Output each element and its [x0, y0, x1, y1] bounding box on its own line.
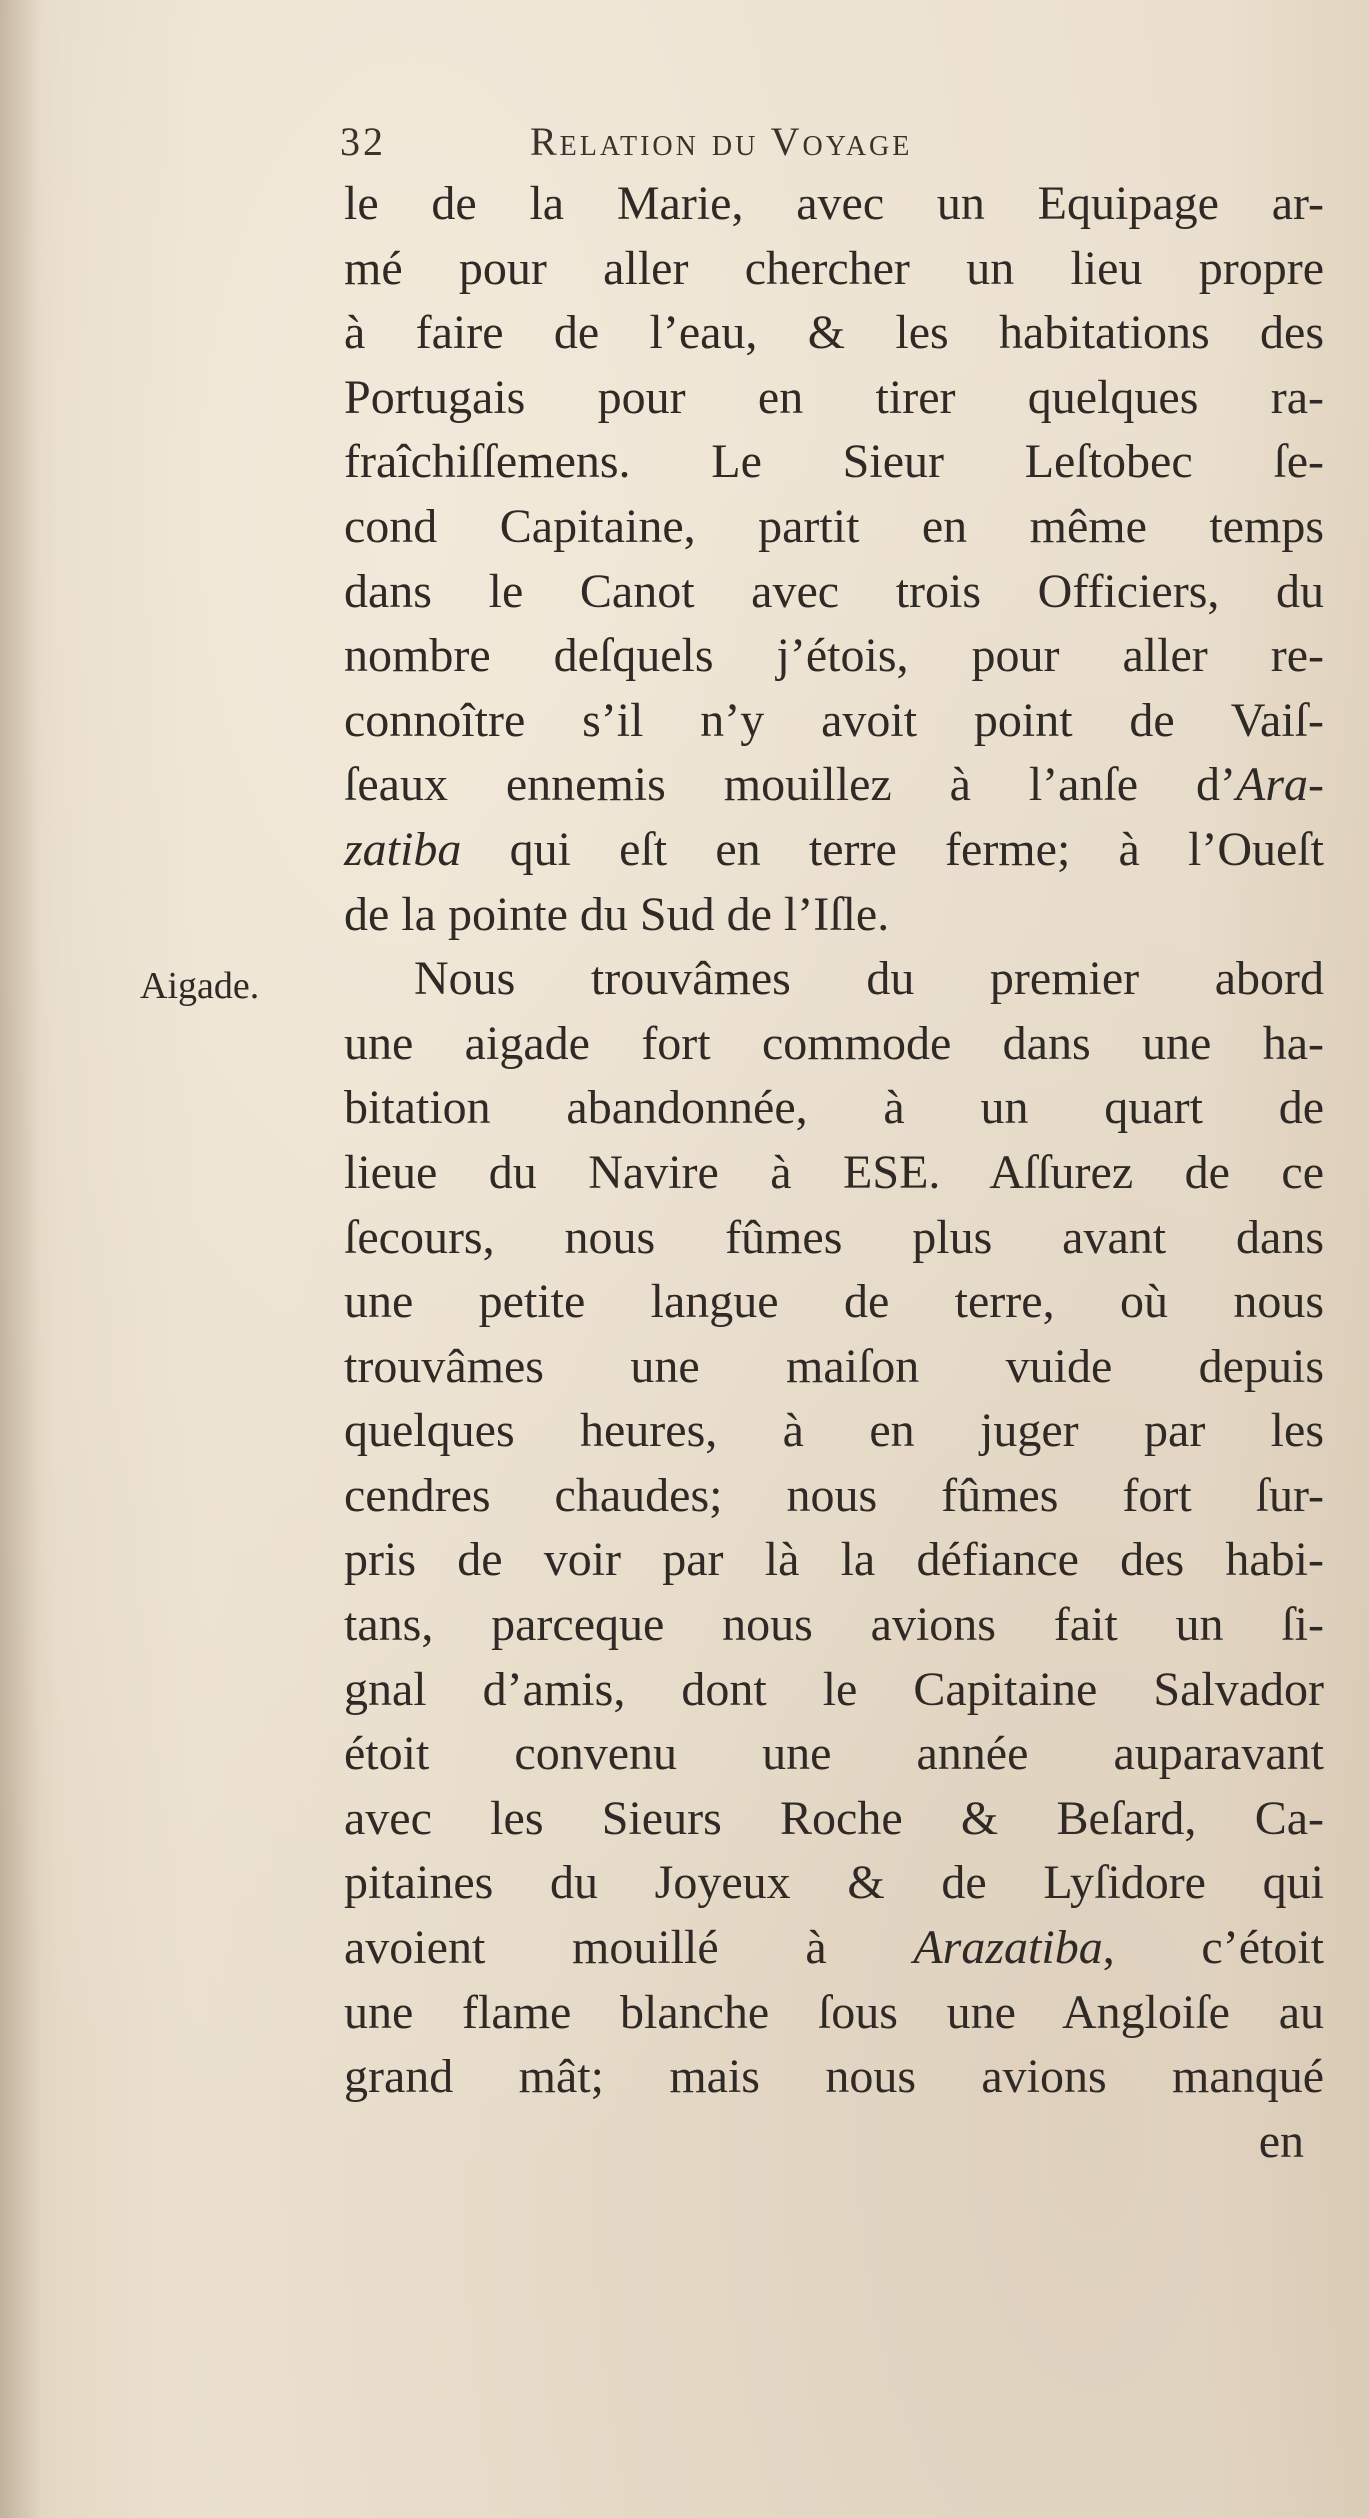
text-line: dans le Canot avec trois Officiers, du — [344, 564, 1324, 618]
text-line: Nous trouvâmes du premier abord — [414, 952, 1324, 1006]
text-line: Portugais pour en tirer quelques ra- — [344, 370, 1324, 424]
running-head — [340, 118, 1300, 178]
text-line: connoître s’il n’y avoit point de Vaiſ- — [344, 693, 1324, 747]
text-line: gnal d’amis, dont le Capitaine Salvador — [344, 1662, 1324, 1716]
body-text — [344, 172, 1324, 2174]
text-segment: avoient mouillé à — [344, 1921, 914, 1975]
text-line: pris de voir par là la défiance des habi- — [344, 1533, 1324, 1587]
text-line: lieue du Navire à ESE. Aſſurez de ce — [344, 1145, 1324, 1199]
catchword: en — [1258, 2114, 1304, 2168]
text-line: trouvâmes une maiſon vuide depuis — [344, 1339, 1324, 1393]
place-name-italic: zatiba — [344, 822, 462, 876]
text-segment: , c’étoit — [1102, 1921, 1325, 1975]
text-line: mé pour aller chercher un lieu propre — [344, 241, 1324, 295]
page-gutter-shadow — [0, 0, 40, 2518]
text-line — [344, 753, 1324, 818]
text-line: une aigade fort commode dans une ha- — [344, 1016, 1324, 1070]
text-line: une flame blanche ſous une Angloiſe au — [344, 1985, 1324, 2039]
text-line: quelques heures, à en juger par les — [344, 1404, 1324, 1458]
text-line: cendres chaudes; nous fûmes fort ſur- — [344, 1468, 1324, 1522]
text-line: une petite langue de terre, où nous — [344, 1275, 1324, 1329]
text-line: avec les Sieurs Roche & Beſard, Ca- — [344, 1791, 1324, 1845]
text-line: le de la Marie, avec un Equipage ar- — [344, 177, 1324, 230]
text-line — [344, 818, 1324, 883]
text-line: pitaines du Joyeux & de Lyſidore qui — [344, 1856, 1324, 1910]
text-line: de la pointe du Sud de l’Iſle. — [344, 887, 890, 941]
text-line: ſecours, nous fûmes plus avant dans — [344, 1210, 1324, 1264]
text-line: tans, parceque nous avions fait un ſi- — [344, 1598, 1324, 1652]
text-line: cond Capitaine, partit en même temps — [344, 499, 1324, 553]
text-line: grand mât; mais nous avions manqué — [344, 2050, 1324, 2104]
text-line: nombre deſquels j’étois, pour aller re- — [344, 629, 1324, 683]
text-line: à faire de l’eau, & les habitations des — [344, 306, 1324, 360]
text-line: étoit convenu une année auparavant — [344, 1727, 1324, 1781]
running-title: Relation du Voyage — [530, 119, 913, 164]
margin-note: Aigade. — [140, 965, 260, 1007]
text-line: fraîchiſſemens. Le Sieur Leſtobec ſe- — [344, 435, 1324, 489]
text-line: bitation abandonnée, à un quart de — [344, 1081, 1324, 1135]
place-name-italic: Ara- — [1236, 758, 1324, 812]
page-number: 32 — [340, 119, 386, 164]
text-segment: ſeaux ennemis mouillez à l’anſe d’ — [344, 758, 1237, 812]
text-segment: qui eſt en terre ferme; à l’Oueſt — [461, 822, 1324, 876]
text-line — [344, 1916, 1324, 1981]
place-name-italic: Arazatiba — [913, 1921, 1103, 1975]
